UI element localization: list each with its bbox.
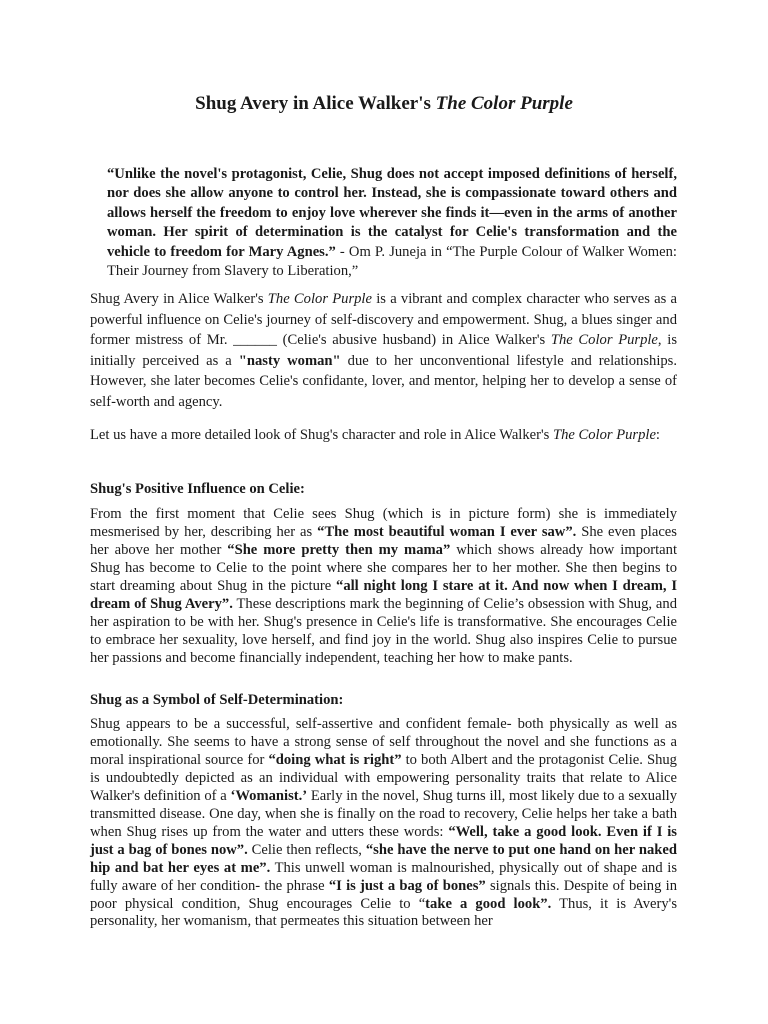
sd-text-7: Thus, it is Avery's personality, her womanism, that permeates this situation between her [90, 895, 677, 930]
page-title [0, 93, 768, 115]
sd-quote-3: “Well, take a good look. Even if I is just a bag of bones now”. [90, 823, 677, 858]
influence-text-1: From the first moment that Celie sees Shug (which is in picture form) she is immediately mesmerised by her, describing her as [90, 506, 677, 540]
section-heading-self-determination: Shug as a Symbol of Self-Determination: [90, 692, 344, 708]
intro-book-title-1: The Color Purple [267, 291, 372, 307]
sd-text-5: This unwell woman is malnourished, physically out of shape and is fully aware of her condition- the phrase [90, 859, 677, 894]
lead-paragraph [90, 425, 677, 446]
title-book-italic: The Color Purple [435, 93, 573, 114]
sd-quote-6: take a good look”. [425, 895, 552, 912]
influence-quote-1: “The most beautiful woman I ever saw”. [317, 524, 577, 540]
influence-text-2: She even places her above her mother [90, 524, 677, 558]
intro-text-1: Shug Avery in Alice Walker's [90, 291, 268, 307]
sd-quote-5: “I is just a bag of bones” [328, 877, 486, 894]
sd-text-4: Celie then reflects, [247, 841, 366, 858]
intro-text-4: due to her unconventional lifestyle and relationships. However, she later becomes Celie's confidante, lover, and mentor, helping her to develop a sense of self-worth and agency. [90, 352, 678, 410]
lead-book-title: The Color Purple [552, 427, 656, 443]
intro-paragraph [90, 289, 677, 413]
intro-book-title-2: The Color Purple [550, 332, 658, 349]
sd-text-3: Early in the novel, Shug turns ill, most likely due to a sexually transmitted disease. One day, when she is finally on the road to recovery, Celie helps her take a bath when Shug rises up from the water and utters these words: [90, 787, 677, 840]
lead-text-1: Let us have a more detailed look of Shug's character and role in Alice Walker's [90, 427, 553, 443]
quote-text: “Unlike the novel's protagonist, Celie, Shug does not accept imposed definitions of herself, nor does she allow anyone to control her. Instead, she is compassionate toward others and allows herself the freedom to enjoy love wherever she finds it—even in the arms of another woman. Her spirit of determination is the catalyst for Celie's transformation and the vehicle to freedom for Mary Agnes.” [107, 166, 677, 260]
lead-text-2: : [655, 427, 660, 443]
influence-quote-3: “all night long I stare at it. And now when I dream, I dream of Shug Avery”. [90, 578, 678, 612]
sd-quote-2: ‘Womanist.’ [230, 787, 308, 804]
influence-quote-2: “She more pretty then my mama” [227, 542, 451, 558]
sd-quote-4: “she have the nerve to put one hand on her naked hip and bat her eyes at me”. [90, 841, 678, 876]
title-text: Shug Avery in Alice Walker's [195, 93, 436, 114]
self-determination-paragraph [90, 716, 677, 931]
intro-text-2: is a vibrant and complex character who serves as a powerful influence on Celie's journey of self-discovery and empowerment. Shug, a blues singer and former mistress of Mr. ______ (Celie's abusive husband) in Alice Walker's [90, 291, 678, 349]
sd-text-2: to both Albert and the protagonist Celie. Shug is undoubtedly depicted as an individual with empowering personality traits that relate to Alice Walker's definition of a [90, 751, 677, 804]
intro-text-3: , is initially perceived as a [90, 332, 678, 369]
section-heading-influence: Shug's Positive Influence on Celie: [90, 481, 305, 497]
influence-text-4: These descriptions mark the beginning of Celie’s obsession with Shug, and her aspiration to be with her. Shug's presence in Celie's life is transformative. She encourages Celie to embrace her sexuality, love herself, and find joy in the world. Shug also inspires Celie to pursue her passions and become financially independent, teaching her how to make pants. [90, 596, 677, 666]
epigraph-quote [107, 165, 677, 281]
intro-nasty-woman: "nasty woman" [238, 352, 341, 369]
quote-attribution: - Om P. Juneja in “The Purple Colour of Walker Women: Their Journey from Slavery to Liberation,” [107, 243, 677, 280]
sd-quote-1: “doing what is right” [268, 751, 402, 768]
sd-text-6: signals this. Despite of being in poor physical condition, Shug encourages Celie to “ [90, 877, 677, 912]
influence-text-3: which shows already how important Shug has become to Celie to the point where she compares her to her mother. She then begins to start dreaming about Shug in the picture [90, 542, 678, 594]
influence-paragraph [90, 505, 677, 667]
sd-text-1: Shug appears to be a successful, self-assertive and confident female- both physically as well as emotionally. She seems to have a strong sense of self throughout the novel and she functions as a moral inspirational source for [90, 716, 677, 768]
